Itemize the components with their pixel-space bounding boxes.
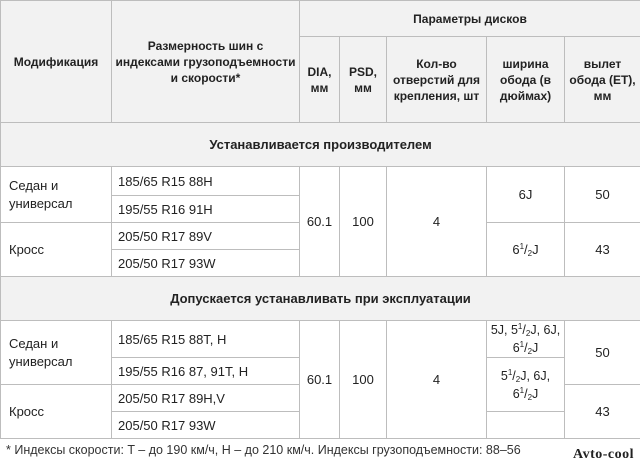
- header-modification: Модификация: [1, 1, 112, 123]
- modification-cell: Кросс: [1, 223, 112, 277]
- header-holes: Кол-во отверстий для крепления, шт: [387, 37, 487, 123]
- tire-size-cell: 185/65 R15 88H: [112, 167, 300, 196]
- dia-cell: 60.1: [300, 167, 340, 277]
- watermark-logo: Avto-cool: [567, 442, 640, 467]
- psd-cell: 100: [340, 321, 387, 439]
- header-offset: вылет обода (ET), мм: [565, 37, 640, 123]
- rim-width-cell: $5^1/_2J$, 6J, $6^1/_2J$: [487, 358, 565, 412]
- holes-cell: 4: [387, 167, 487, 277]
- psd-cell: 100: [340, 167, 387, 277]
- tire-size-cell: 195/55 R16 91H: [112, 196, 300, 223]
- tire-size-cell: 185/65 R15 88T, H: [112, 321, 300, 358]
- section-title: Допускается устанавливать при эксплуатации: [1, 277, 640, 321]
- tire-size-cell: 205/50 R17 89V: [112, 223, 300, 250]
- offset-cell: 50: [565, 167, 640, 223]
- rim-width-cell: 5J, $5^1/_2J$, 6J, $6^1/_2J$: [487, 321, 565, 358]
- tire-size-cell: 205/50 R17 93W: [112, 412, 300, 439]
- tire-size-cell: 205/50 R17 89H,V: [112, 385, 300, 412]
- header-psd: PSD, мм: [340, 37, 387, 123]
- rim-width-cell: $6^1/_2J$: [487, 223, 565, 277]
- modification-cell: Седан и универсал: [1, 321, 112, 385]
- tire-size-cell: 205/50 R17 93W: [112, 250, 300, 277]
- section-title: Устанавливается производителем: [1, 123, 640, 167]
- holes-cell: 4: [387, 321, 487, 439]
- header-rim-width: ширина обода (в дюймах): [487, 37, 565, 123]
- offset-cell: 50: [565, 321, 640, 385]
- modification-cell: Седан и универсал: [1, 167, 112, 223]
- modification-cell: Кросс: [1, 385, 112, 439]
- rim-width-cell-empty: [487, 412, 565, 439]
- header-tire-size: Размерность шин с индексами грузоподъемности и скорости*: [112, 1, 300, 123]
- rim-width-cell: 6J: [487, 167, 565, 223]
- header-dia: DIA, мм: [300, 37, 340, 123]
- header-disc-params: Параметры дисков: [300, 1, 640, 37]
- offset-cell: 43: [565, 223, 640, 277]
- tire-size-cell: 195/55 R16 87, 91T, H: [112, 358, 300, 385]
- dia-cell: 60.1: [300, 321, 340, 439]
- offset-cell: 43: [565, 385, 640, 439]
- footnote: * Индексы скорости: T – до 190 км/ч, H – до 210 км/ч. Индексы грузоподъемности: 88–56: [6, 443, 521, 457]
